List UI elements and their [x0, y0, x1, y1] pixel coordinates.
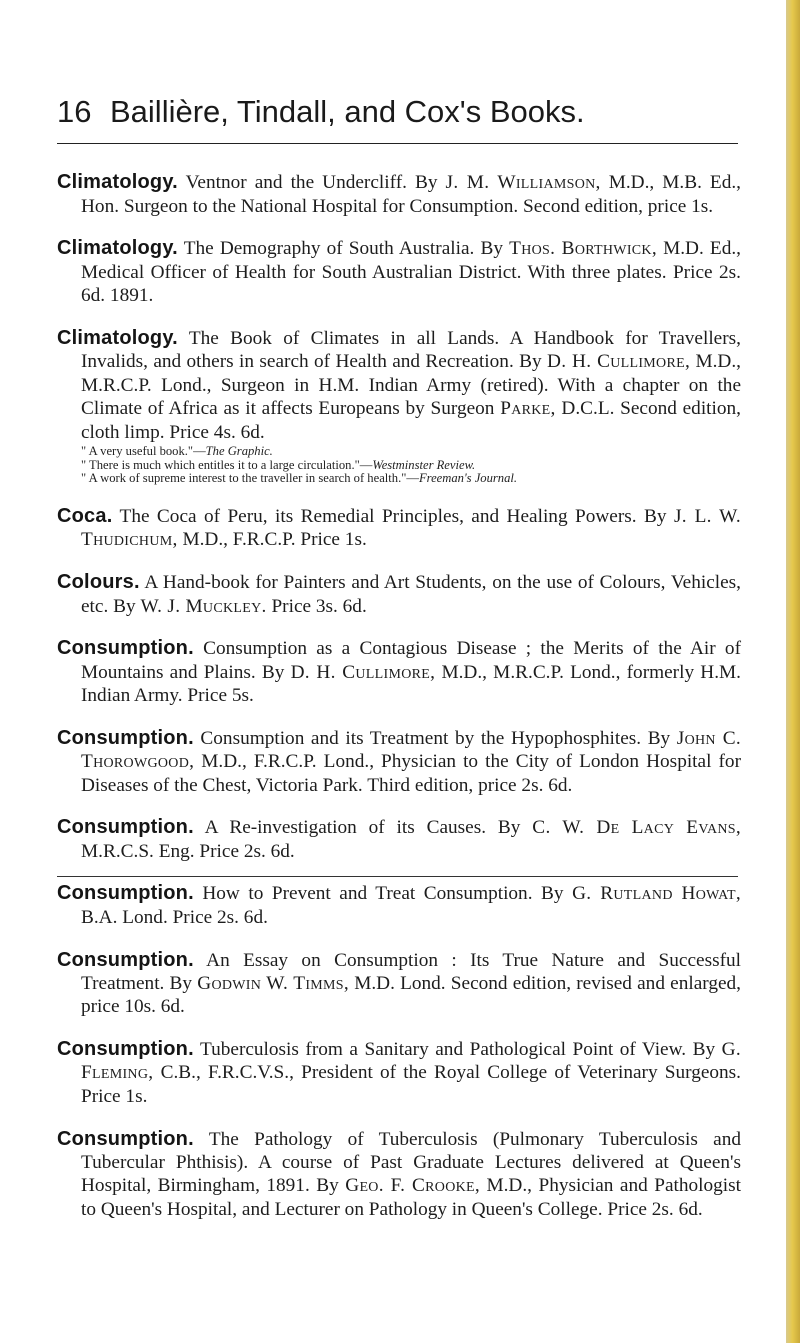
entry-keyword: Climatology.: [57, 171, 178, 194]
entry-keyword: Consumption.: [57, 816, 194, 839]
entry-author: D. H. Cullimore,: [290, 661, 436, 683]
review-quote: [81, 445, 741, 459]
quote-source: Freeman's Journal.: [418, 471, 518, 486]
book-entry: [57, 171, 741, 218]
page-number: 16: [57, 94, 92, 129]
entry-text: M.D. Lond. Second edition, revised and enlarged, price 10s. 6d.: [81, 972, 741, 1018]
quote-source: Westminster Review.: [372, 457, 476, 472]
entry-text: A Re-investigation of its Causes. By: [204, 817, 521, 839]
quote-text: " There is much which entitles it to a large circulation."—: [81, 457, 373, 472]
entry-keyword: Climatology.: [57, 237, 178, 260]
review-quotes: [57, 445, 741, 486]
book-entry: [57, 637, 741, 707]
entry-text: M.D., M.R.C.P. Lond., Surgeon in H.M. Indian Army (retired). With a chapter on the Climate of Africa as it affects Europeans by Surgeon: [81, 351, 741, 420]
entry-author: Thos. Borthwick,: [509, 238, 657, 260]
quote-text: " A very useful book."—: [81, 443, 206, 458]
entry-author: John C. Thorowgood,: [81, 727, 741, 773]
entry-author: W. J. Muckley.: [140, 595, 267, 617]
review-quote: [81, 472, 741, 486]
page-header: [57, 92, 737, 140]
entry-author: Parke,: [500, 398, 556, 420]
entry-text: How to Prevent and Treat Consumption. By: [202, 883, 564, 905]
book-entry: [57, 571, 741, 618]
entry-text: Tuberculosis from a Sanitary and Pathological Point of View. By: [200, 1039, 716, 1061]
entry-text: A Hand-book for Painters and Art Students, on the use of Colours, Vehicles, etc. By: [81, 572, 741, 617]
book-list: [57, 152, 741, 1226]
book-entry: [57, 1128, 741, 1222]
entry-author: D. H. Cullimore,: [547, 351, 691, 373]
entry-text: An Essay on Consumption : Its True Nature and Successful Treatment. By: [81, 949, 741, 994]
book-entry: [57, 882, 741, 929]
entry-text: The Book of Climates in all Lands. A Handbook for Travellers, Invalids, and others in search of Health and Recreation. By: [81, 327, 741, 373]
entry-text: D.C.L. Second edition, cloth limp. Price 4s. 6d.: [81, 398, 741, 443]
entry-text: Price 3s. 6d.: [271, 595, 367, 617]
review-quote: [81, 459, 741, 473]
footer-rule: [57, 876, 738, 877]
book-entry: [57, 949, 741, 1019]
entry-text: Consumption as a Contagious Disease ; the Merits of the Air of Mountains and Plains. By: [81, 638, 741, 683]
entry-text: The Demography of South Australia. By: [183, 238, 503, 260]
entry-author: J. L. W. Thudichum,: [81, 506, 741, 551]
entry-keyword: Coca.: [57, 505, 113, 528]
entry-keyword: Colours.: [57, 571, 140, 594]
entry-keyword: Consumption.: [57, 1038, 194, 1061]
entry-keyword: Consumption.: [57, 637, 194, 660]
entry-text: C.B., F.R.C.V.S., President of the Royal College of Veterinary Surgeons. Price 1s.: [81, 1062, 741, 1107]
book-entry: [57, 327, 741, 444]
book-entry: [57, 505, 741, 552]
entry-keyword: Consumption.: [57, 726, 194, 749]
entry-text: M.D., F.R.C.P. Lond., Physician to the City of London Hospital for Diseases of the Chest, Victoria Park. Third edition, price 2s. 6d.: [81, 751, 741, 796]
entry-text: M.D., M.R.C.P. Lond., formerly H.M. Indian Army. Price 5s.: [81, 661, 741, 707]
entry-author: C. W. De Lacy Evans,: [532, 817, 741, 839]
entry-author: G. Fleming,: [81, 1039, 741, 1084]
entry-keyword: Climatology.: [57, 326, 178, 349]
quote-source: The Graphic.: [205, 443, 273, 458]
entry-author: J. M. Williamson,: [445, 172, 601, 194]
entry-author: G. Rutland Howat,: [572, 883, 741, 905]
entry-text: The Coca of Peru, its Remedial Principles, and Healing Powers. By: [119, 506, 667, 528]
entry-text: M.D., Physician and Pathologist to Queen's Hospital, and Lecturer on Pathology in Queen's College. Price 2s. 6d.: [81, 1175, 742, 1220]
book-entry: [57, 1038, 741, 1108]
entry-keyword: Consumption.: [57, 948, 194, 971]
entry-text: B.A. Lond. Price 2s. 6d.: [81, 906, 268, 928]
entry-author: Godwin W. Timms,: [197, 972, 350, 994]
entry-text: M.D. Ed., Medical Officer of Health for South Australian District. With three plates. Price 2s. 6d. 1891.: [81, 238, 741, 307]
entry-text: Consumption and its Treatment by the Hypophosphites. By: [200, 727, 671, 749]
entry-text: The Pathology of Tuberculosis (Pulmonary Tuberculosis and Tubercular Phthisis). A course of Past Graduate Lectures delivered at Queen's Hospital, Birmingham, 1891. By: [81, 1128, 741, 1197]
running-title: Baillière, Tindall, and Cox's Books.: [110, 94, 585, 129]
book-entry: [57, 727, 741, 797]
quote-text: " A work of supreme interest to the traveller in search of health."—: [81, 471, 419, 486]
entry-keyword: Consumption.: [57, 882, 194, 905]
book-entry: [57, 816, 741, 863]
entry-keyword: Consumption.: [57, 1127, 194, 1150]
entry-author: Geo. F. Crooke,: [345, 1175, 480, 1197]
entry-text: M.D., F.R.C.P. Price 1s.: [182, 529, 367, 551]
book-entry: [57, 237, 741, 307]
header-rule: [57, 143, 738, 144]
page-edge: [786, 0, 800, 1343]
entry-text: M.R.C.S. Eng. Price 2s. 6d.: [81, 840, 295, 862]
entry-text: Ventnor and the Undercliff. By: [185, 172, 438, 194]
entry-text: M.D., M.B. Ed., Hon. Surgeon to the National Hospital for Consumption. Second edition, price 1s.: [81, 172, 741, 217]
